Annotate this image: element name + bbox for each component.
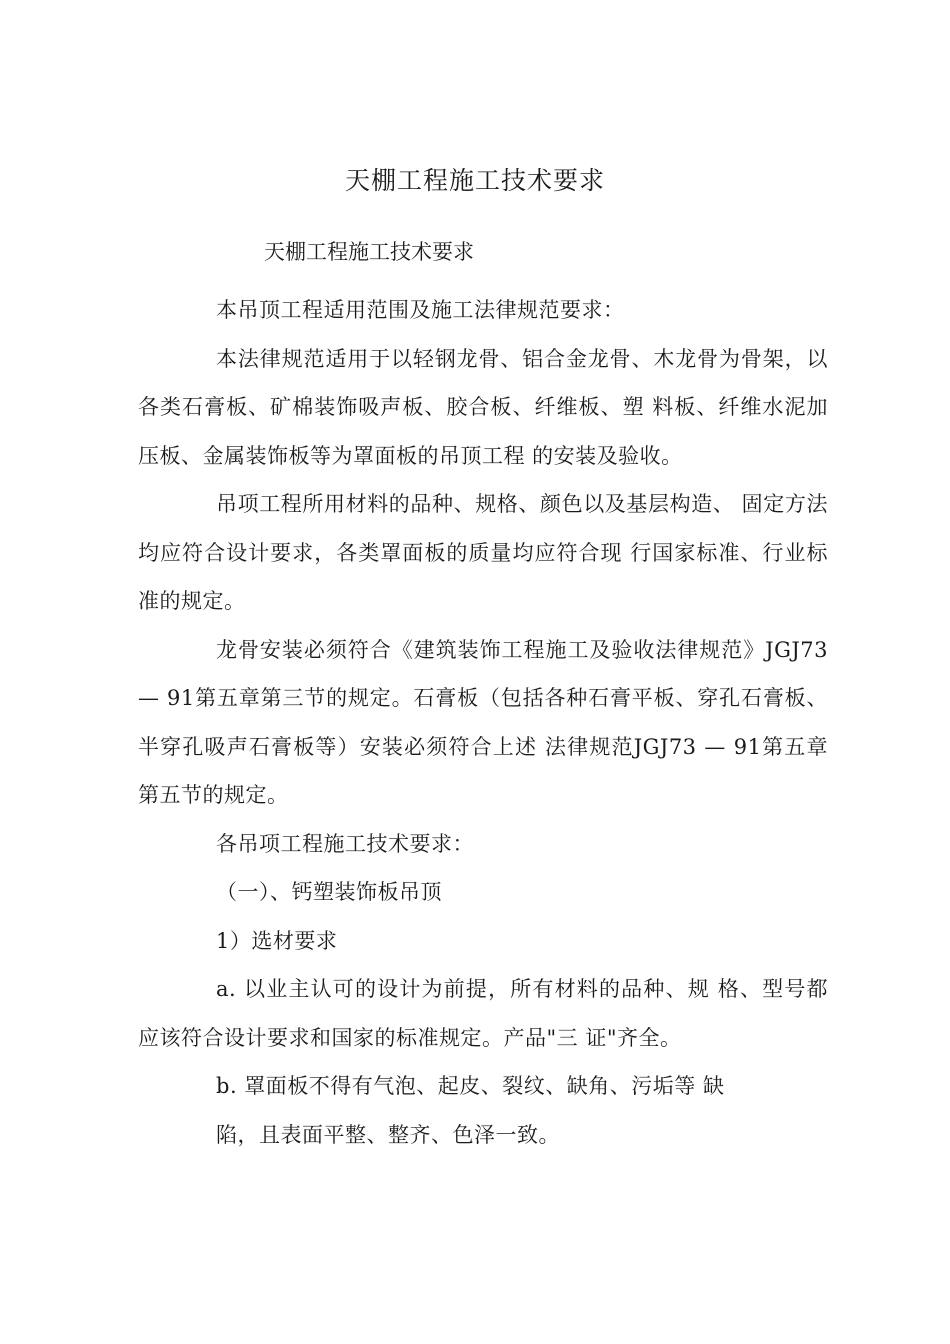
list-item-b-continued: 陷，且表面平整、整齐、色泽一致。 xyxy=(216,1122,560,1147)
list-item-a: a. 以业主认可的设计为前提，所有材料的品种、规 格、型号都应该符合设计要求和国家的标准规定。产品"三 证"齐全。 xyxy=(138,977,828,1050)
list-item-b: b. 罩面板不得有气泡、起皮、裂纹、缺角、污垢等 缺 xyxy=(216,1074,725,1098)
paragraph-keel-installation: 龙骨安装必须符合《建筑装饰工程施工及验收法律规范》JGJ73 — 91第五章第三节的规定。石膏板（包括各种石膏平板、穿孔石膏板、半穿孔吸声石膏板等）安装必须符合上述 法律规范JGJ73 — 91第五章第五节的规定。 xyxy=(138,637,828,807)
paragraph-materials: 吊项工程所用材料的品种、规格、颜色以及基层构造、 固定方法均应符合设计要求，各类罩面板的质量均应符合现 行国家标准、行业标准的规定。 xyxy=(138,492,828,613)
document-subtitle: 天棚工程施工技术要求 xyxy=(264,240,474,264)
paragraph-scope-heading: 本吊顶工程适用范围及施工法律规范要求： xyxy=(216,298,625,322)
paragraph-scope: 本法律规范适用于以轻钢龙骨、铝合金龙骨、木龙骨为骨架，以各类石膏板、矿棉装饰吸声板、胶合板、纤维板、塑 料板、纤维水泥加压板、金属装饰板等为罩面板的吊顶工程 的安装及验收。 xyxy=(138,346,828,468)
section-heading: （一）、钙塑装饰板吊顶 xyxy=(216,880,442,904)
document-title: 天棚工程施工技术要求 xyxy=(344,166,605,195)
subsection-heading: 1）选材要求 xyxy=(216,928,338,953)
paragraph-requirements-heading: 各吊项工程施工技术要求： xyxy=(216,831,474,856)
document-body xyxy=(138,286,828,1159)
